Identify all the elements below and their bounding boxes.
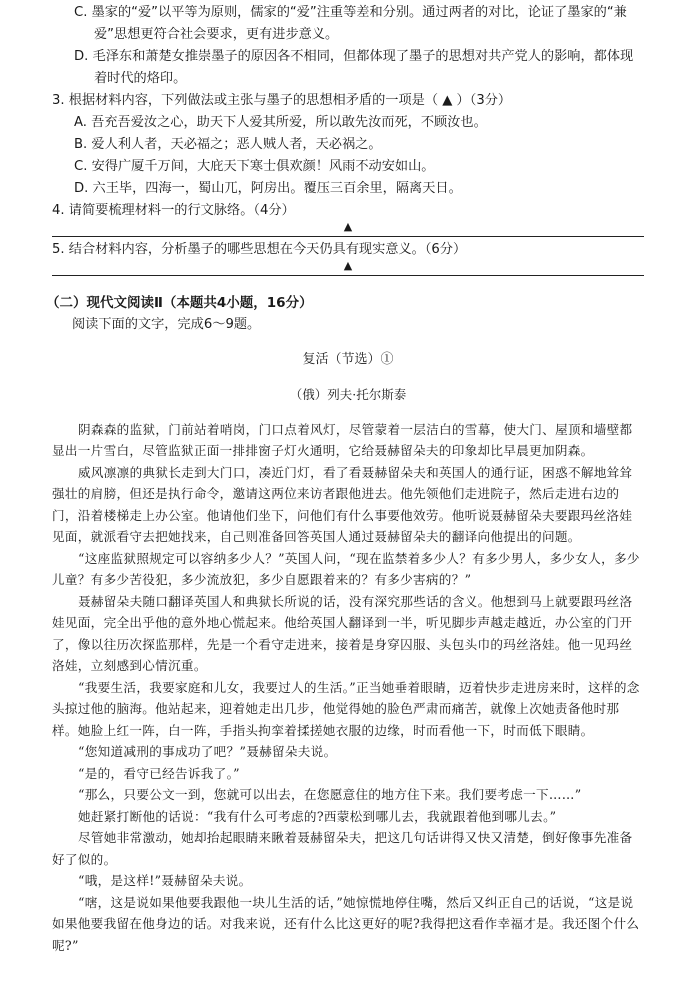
question-4: 4. 请简要梳理材料一的行文脉络。（4分）	[52, 203, 295, 218]
question-5: 5. 结合材料内容，分析墨子的哪些思想在今天仍具有现实意义。（6分）	[52, 242, 467, 257]
passage-paragraph: “嗐，这是说如果他要我跟他一块儿生活的话，”她惊慌地停住嘴，然后又纠正自己的话说，“这是说如果他要我留在他身边的话。对我来说，还有什么比这更好的呢?我得把这看作幸福才是。我还图个什么呢?”	[52, 894, 640, 953]
option-d: D. 毛泽东和萧楚女推崇墨子的原因各不相同，但都体现了墨子的思想对共产党人的影响，都体现着时代的烙印。	[74, 49, 634, 86]
passage-paragraph: “是的，看守已经告诉我了。”	[78, 765, 240, 781]
section-heading: （二）现代文阅读Ⅱ（本题共4小题，16分）	[46, 295, 313, 311]
answer-line-q5	[52, 261, 644, 276]
passage-title: 复活（节选）①	[302, 352, 394, 367]
q3-option-d: D. 六王毕，四海一，蜀山兀，阿房出。覆压三百余里，隔离天日。	[74, 181, 462, 196]
question-3: 3. 根据材料内容，下列做法或主张与墨子的思想相矛盾的一项是（ ▲ ）（3分）	[52, 93, 512, 108]
passage-paragraph: “我要生活，我要家庭和儿女，我要过人的生活。”正当她垂着眼睛，迈着快步走进房来时，这样的念头掠过他的脑海。他站起来，迎着她走出几步，他觉得她的脸色严肃而痛苦，就像上次她责备他时那样。她脸上红一阵，白一阵，手指头拘挛着揉搓她衣服的边缘，时而看他一下，时而低下眼睛。	[52, 679, 640, 738]
passage-paragraph: 阴森森的监狱，门前站着哨岗，门口点着风灯，尽管蒙着一层洁白的雪幕，使大门、屋顶和墙壁都显出一片雪白，尽管监狱正面一排排窗子灯火通明，它给聂赫留朵夫的印象却比早晨更加阴森。	[52, 421, 633, 458]
passage-paragraph: “那么，只要公文一到，您就可以出去，在您愿意住的地方住下来。我们要考虑一下……”	[78, 787, 582, 802]
reading-instruction: 阅读下面的文字，完成6～9题。	[72, 317, 261, 332]
passage-author: （俄）列夫·托尔斯泰	[289, 387, 407, 402]
q3-option-a: A. 吾充吾爱汝之心，助天下人爱其所爱，所以敢先汝而死，不顾汝也。	[74, 115, 487, 130]
answer-mark: ▲	[343, 259, 353, 272]
answer-line-q4	[52, 222, 644, 237]
passage-paragraph: “您知道减刑的事成功了吧？”聂赫留朵夫说。	[78, 744, 337, 759]
passage-paragraph: “哦，是这样!”聂赫留朵夫说。	[78, 873, 252, 888]
passage-paragraph: 聂赫留朵夫随口翻译英国人和典狱长所说的话，没有深究那些话的含义。他想到马上就要跟玛丝洛娃见面，完全出乎他的意外地心慌起来。他给英国人翻译到一半，听见脚步声越走越近，办公室的门开了，像以往历次探监那样，先是一个看守走进来，接着是身穿囚服、头包头巾的玛丝洛娃。他一见玛丝洛娃，立刻感到心情沉重。	[52, 593, 633, 673]
passage-paragraph: 威风凛凛的典狱长走到大门口，凑近门灯，看了看聂赫留朵夫和英国人的通行证，困惑不解地耸耸强壮的肩膀，但还是执行命令，邀请这两位来访者跟他进去。他先领他们走进院子，然后走进右边的门，沿着楼梯走上办公室。他请他们坐下，问他们有什么事要他效劳。他听说聂赫留朵夫要跟玛丝洛娃见面，就派看守去把她找来，自己则准备回答英国人通过聂赫留朵夫的翻译向他提出的问题。	[52, 464, 633, 544]
option-c: C. 墨家的“爱”以平等为原则，儒家的“爱”注重等差和分别。通过两者的对比，论证了墨家的“兼爱”思想更符合社会要求，更有进步意义。	[74, 5, 627, 42]
passage-paragraph: 尽管她非常激动，她却抬起眼睛来瞅着聂赫留朵夫，把这几句话讲得又快又清楚，倒好像事先准备好了似的。	[52, 830, 633, 867]
passage-paragraph: 她赶紧打断他的话说：“我有什么可考虑的?西蒙松到哪儿去，我就跟着他到哪儿去。”	[78, 808, 557, 824]
passage-paragraph: “这座监狱照规定可以容纳多少人？”英国人问，“现在监禁着多少人？有多少男人，多少女人，多少儿童？有多少苦役犯，多少流放犯，多少自愿跟着来的？有多少害病的？”	[52, 550, 640, 587]
q3-option-b: B. 爱人利人者，天必福之；恶人贼人者，天必祸之。	[74, 137, 382, 152]
answer-mark: ▲	[343, 220, 353, 233]
q3-option-c: C. 安得广厦千万间，大庇天下寒士俱欢颜！风雨不动安如山。	[74, 159, 435, 174]
